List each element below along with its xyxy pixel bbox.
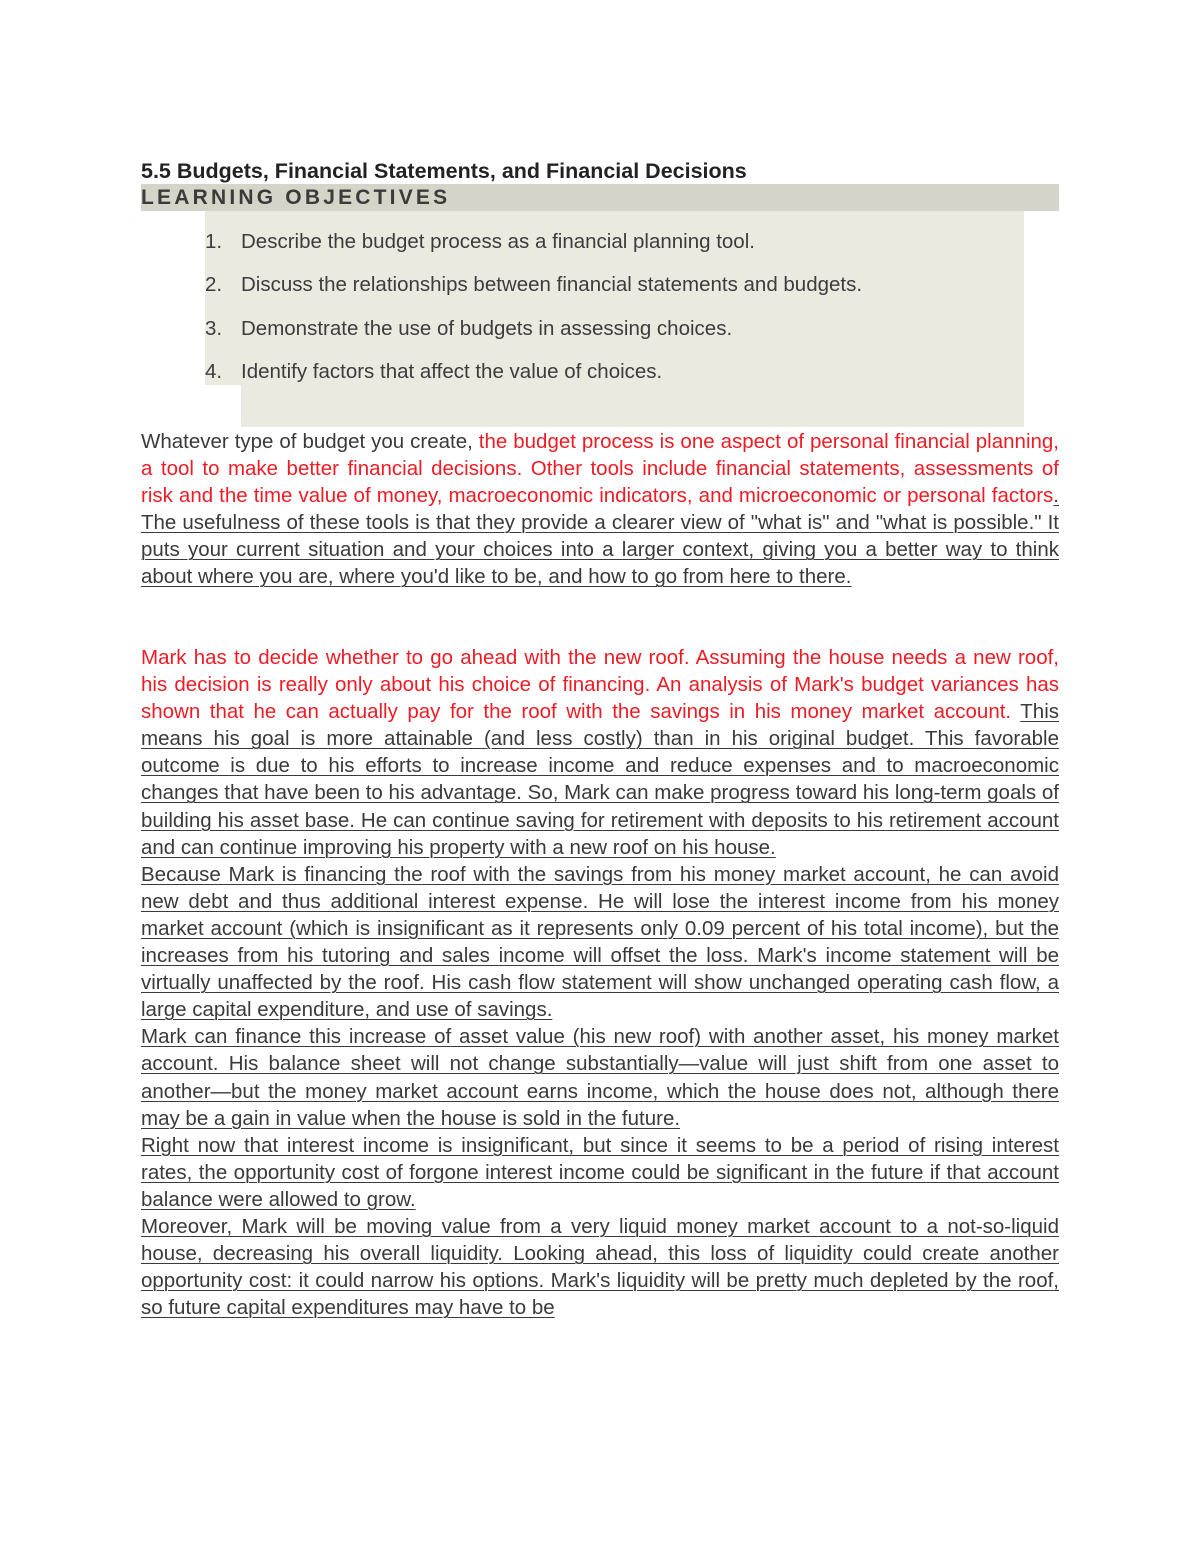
objective-number: 2. (205, 273, 223, 297)
paragraph-underlined-text: This means his goal is more attainable (and less costly) than in his original budget. This favorable outcome is due to his efforts to increase income and reduce expenses and to macroeconomic changes that have been to his advantage. So, Mark can make progress toward his long-term goals of building his asset base. He can continue saving for retirement with deposits to his retirement account and can continue improving his property with a new roof on his house. (141, 700, 1060, 859)
objective-number: 3. (205, 316, 223, 340)
paragraph-underlined-text: Because Mark is financing the roof with the savings from his money market account, he can avoid new debt and thus additional interest expense. He will lose the interest income from his money market account (which is insignificant as it represents only 0.09 percent of his total income), but the increases from his tutoring and sales income will offset the loss. Mark's income statement will be virtually unaffected by the roof. His cash flow statement will show unchanged operating cash flow, a large capital expenditure, and use of savings. (141, 862, 1059, 1022)
paragraph-intro (141, 428, 1059, 591)
paragraph-underlined-text: . The usefulness of these tools is that they provide a clearer view of "what is" and "what is possible." It puts your current situation and your choices into a larger context, giving you a better way to think about where you are, where you'd like to be, and how to go from here to there. (141, 484, 1059, 589)
objective-text: Demonstrate the use of budgets in assessing choices. (241, 316, 733, 340)
paragraph-red-text: the budget process is one aspect of personal financial planning, a tool to make better financial decisions. Other tools include financial statements, assessments of risk and the time value of money, macroeconomic indicators, and microeconomic or personal factors (141, 430, 1059, 508)
paragraph-red-text: Mark has to decide whether to go ahead with the new roof. Assuming the house needs a new roof, his decision is really only about his choice of financing. An analysis of Mark's budget variances has shown that he can actually pay for the roof with the savings in his money market account. (141, 646, 1059, 724)
paragraph-underlined-text: Moreover, Mark will be moving value from a very liquid money market account to a not-so-liquid house, decreasing his overall liquidity. Looking ahead, this loss of liquidity could create another opportunity cost: it could narrow his options. Mark's liquidity will be pretty much depleted by the roof, so future capital expenditures may have to be (141, 1214, 1059, 1320)
objectives-list (205, 228, 862, 401)
objective-item (205, 315, 862, 358)
objective-number: 1. (205, 230, 223, 253)
paragraph-mark-roof (141, 644, 1059, 1321)
objective-item (205, 358, 862, 401)
section-heading: 5.5 Budgets, Financial Statements, and Financial Decisions (141, 159, 747, 183)
objective-number: 4. (205, 359, 223, 383)
objective-text: Identify factors that affect the value of choices. (241, 359, 663, 383)
objective-item (205, 228, 862, 271)
objective-item (205, 271, 862, 314)
objective-text: Discuss the relationships between financial statements and budgets. (241, 273, 863, 297)
objectives-title: LEARNING OBJECTIVES (141, 186, 451, 209)
paragraph-underlined-text: Mark can finance this increase of asset value (his new roof) with another asset, his money market account. His balance sheet will not change substantially—value will just shift from one asset to another—but the money market account earns income, which the house does not, although there may be a gain in value when the house is sold in the future. (141, 1025, 1059, 1130)
objective-text: Describe the budget process as a financial planning tool. (241, 230, 755, 253)
paragraph-plain-text: Whatever type of budget you create, (141, 430, 479, 453)
paragraph-underlined-text: Right now that interest income is insignificant, but since it seems to be a period of rising interest rates, the opportunity cost of forgone interest income could be significant in the future if that account balance were allowed to grow. (141, 1133, 1059, 1211)
